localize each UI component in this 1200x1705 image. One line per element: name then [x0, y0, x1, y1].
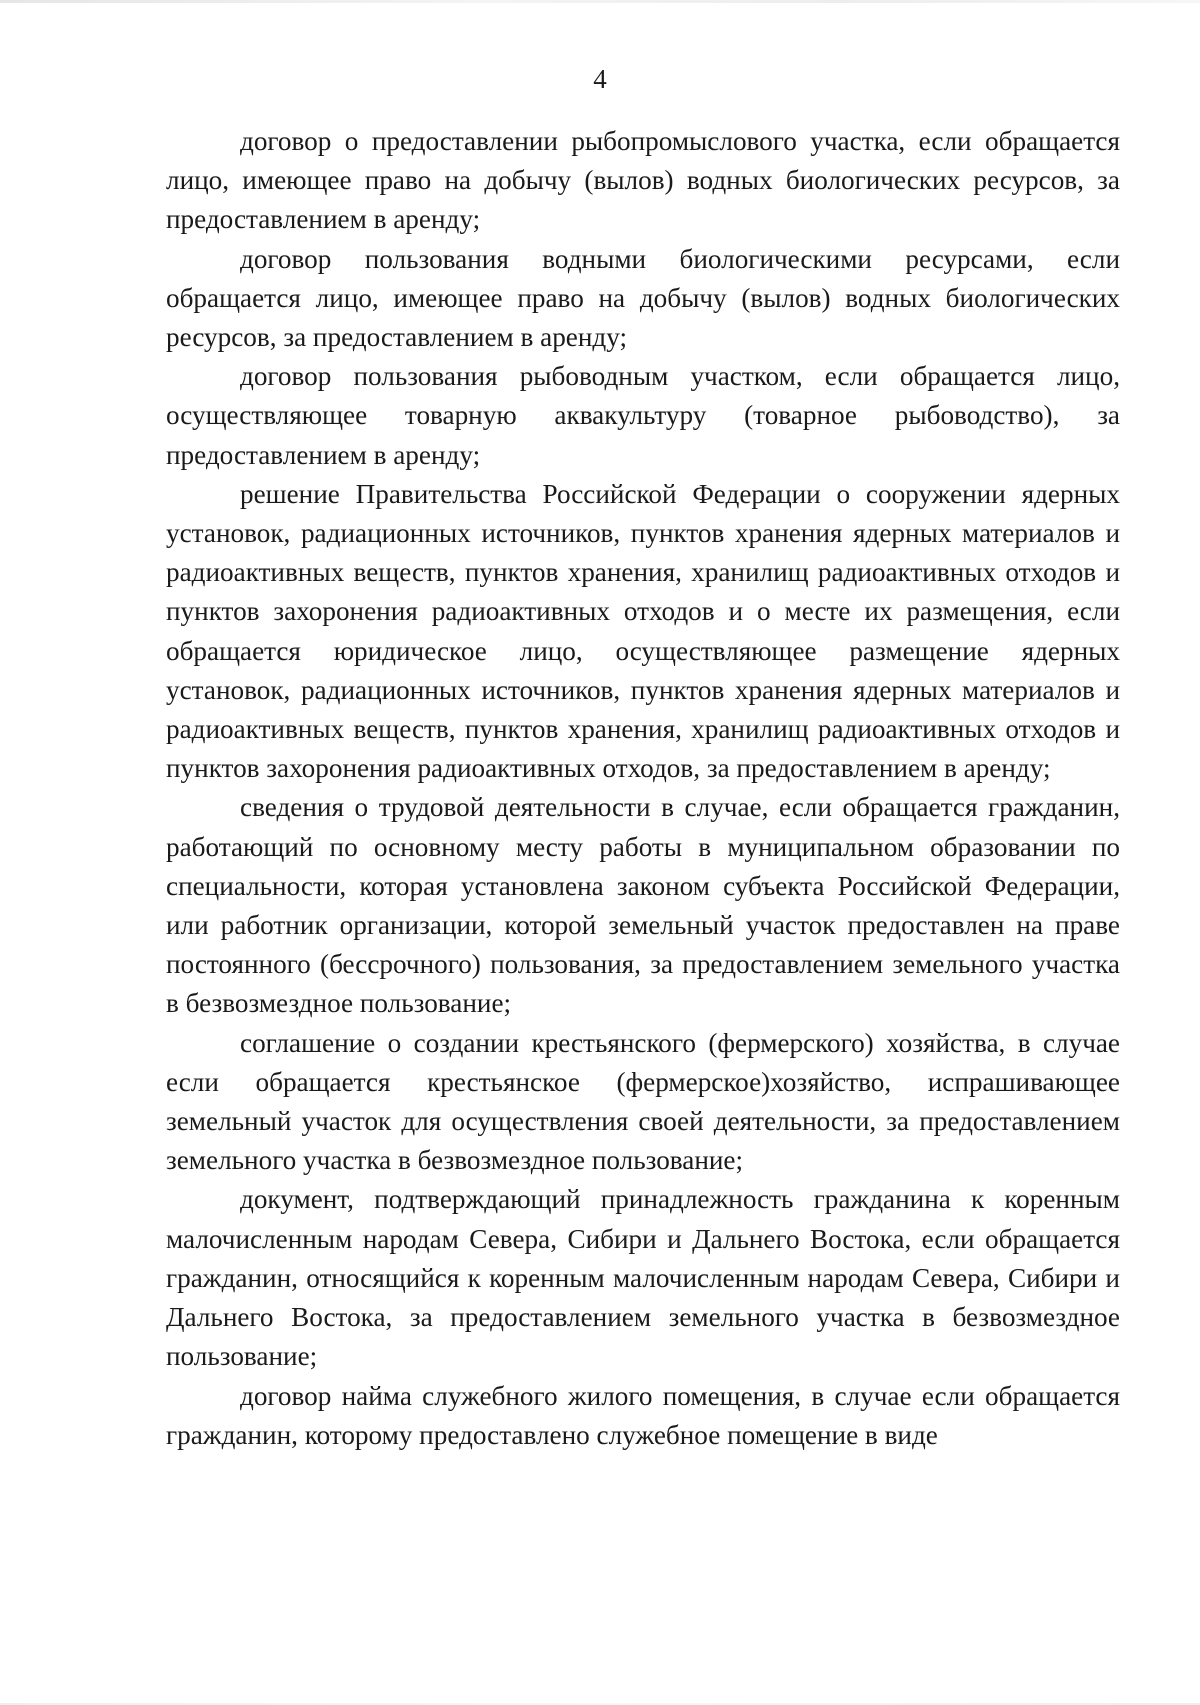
paragraph: соглашение о создании крестьянского (фермерского) хозяйства, в случае если обращается крестьянское (фермерское)хозяйство, испрашивающее земельный участок для осуществления своей деятельности, за предоставлением земельного участка в безвозмездное пользование; — [166, 1027, 1120, 1176]
paragraph: сведения о трудовой деятельности в случае, если обращается гражданин, работающий по основному месту работы в муниципальном образовании по специальности, которая установлена законом субъекта Российской Федерации, или работник организации, которой земельный участок предоставлен на праве постоянного (бессрочного) пользования, за предоставлением земельного участка в безвозмездное пользование; — [166, 792, 1120, 1019]
paragraph: документ, подтверждающий принадлежность гражданина к коренным малочисленным народам Севера, Сибири и Дальнего Востока, если обращается гражданин, относящийся к коренным малочисленным народам Севера, Сибири и Дальнего Востока, за предоставлением земельного участка в безвозмездное пользование; — [166, 1184, 1120, 1372]
paragraph: договор о предоставлении рыбопромыслового участка, если обращается лицо, имеющее право на добычу (вылов) водных биологических ресурсов, за предоставлением в аренду; — [166, 126, 1120, 235]
paragraph: решение Правительства Российской Федерации о сооружении ядерных установок, радиационных источников, пунктов хранения ядерных материалов и радиоактивных веществ, пунктов хранения, хранилищ радиоактивных отходов и пунктов захоронения радиоактивных отходов и о месте их размещения, если обращается юридическое лицо, осуществляющее размещение ядерных установок, радиационных источников, пунктов хранения ядерных материалов и радиоактивных веществ, пунктов хранения, хранилищ радиоактивных отходов и пунктов захоронения радиоактивных отходов, за предоставлением в аренду; — [166, 478, 1120, 784]
paragraph: договор пользования водными биологическими ресурсами, если обращается лицо, имеющее право на добычу (вылов) водных биологических ресурсов, за предоставлением в аренду; — [166, 243, 1120, 353]
body-text — [166, 122, 1120, 1455]
page-number: 4 — [593, 64, 607, 94]
paragraph: договор найма служебного жилого помещения, в случае если обращается гражданин, которому предоставлено служебное помещение в виде — [166, 1380, 1120, 1450]
scan-edge-top — [0, 0, 1200, 3]
paragraph: договор пользования рыбоводным участком, если обращается лицо, осуществляющее товарную аквакультуру (товарное рыбоводство), за предоставлением в аренду; — [166, 361, 1120, 470]
